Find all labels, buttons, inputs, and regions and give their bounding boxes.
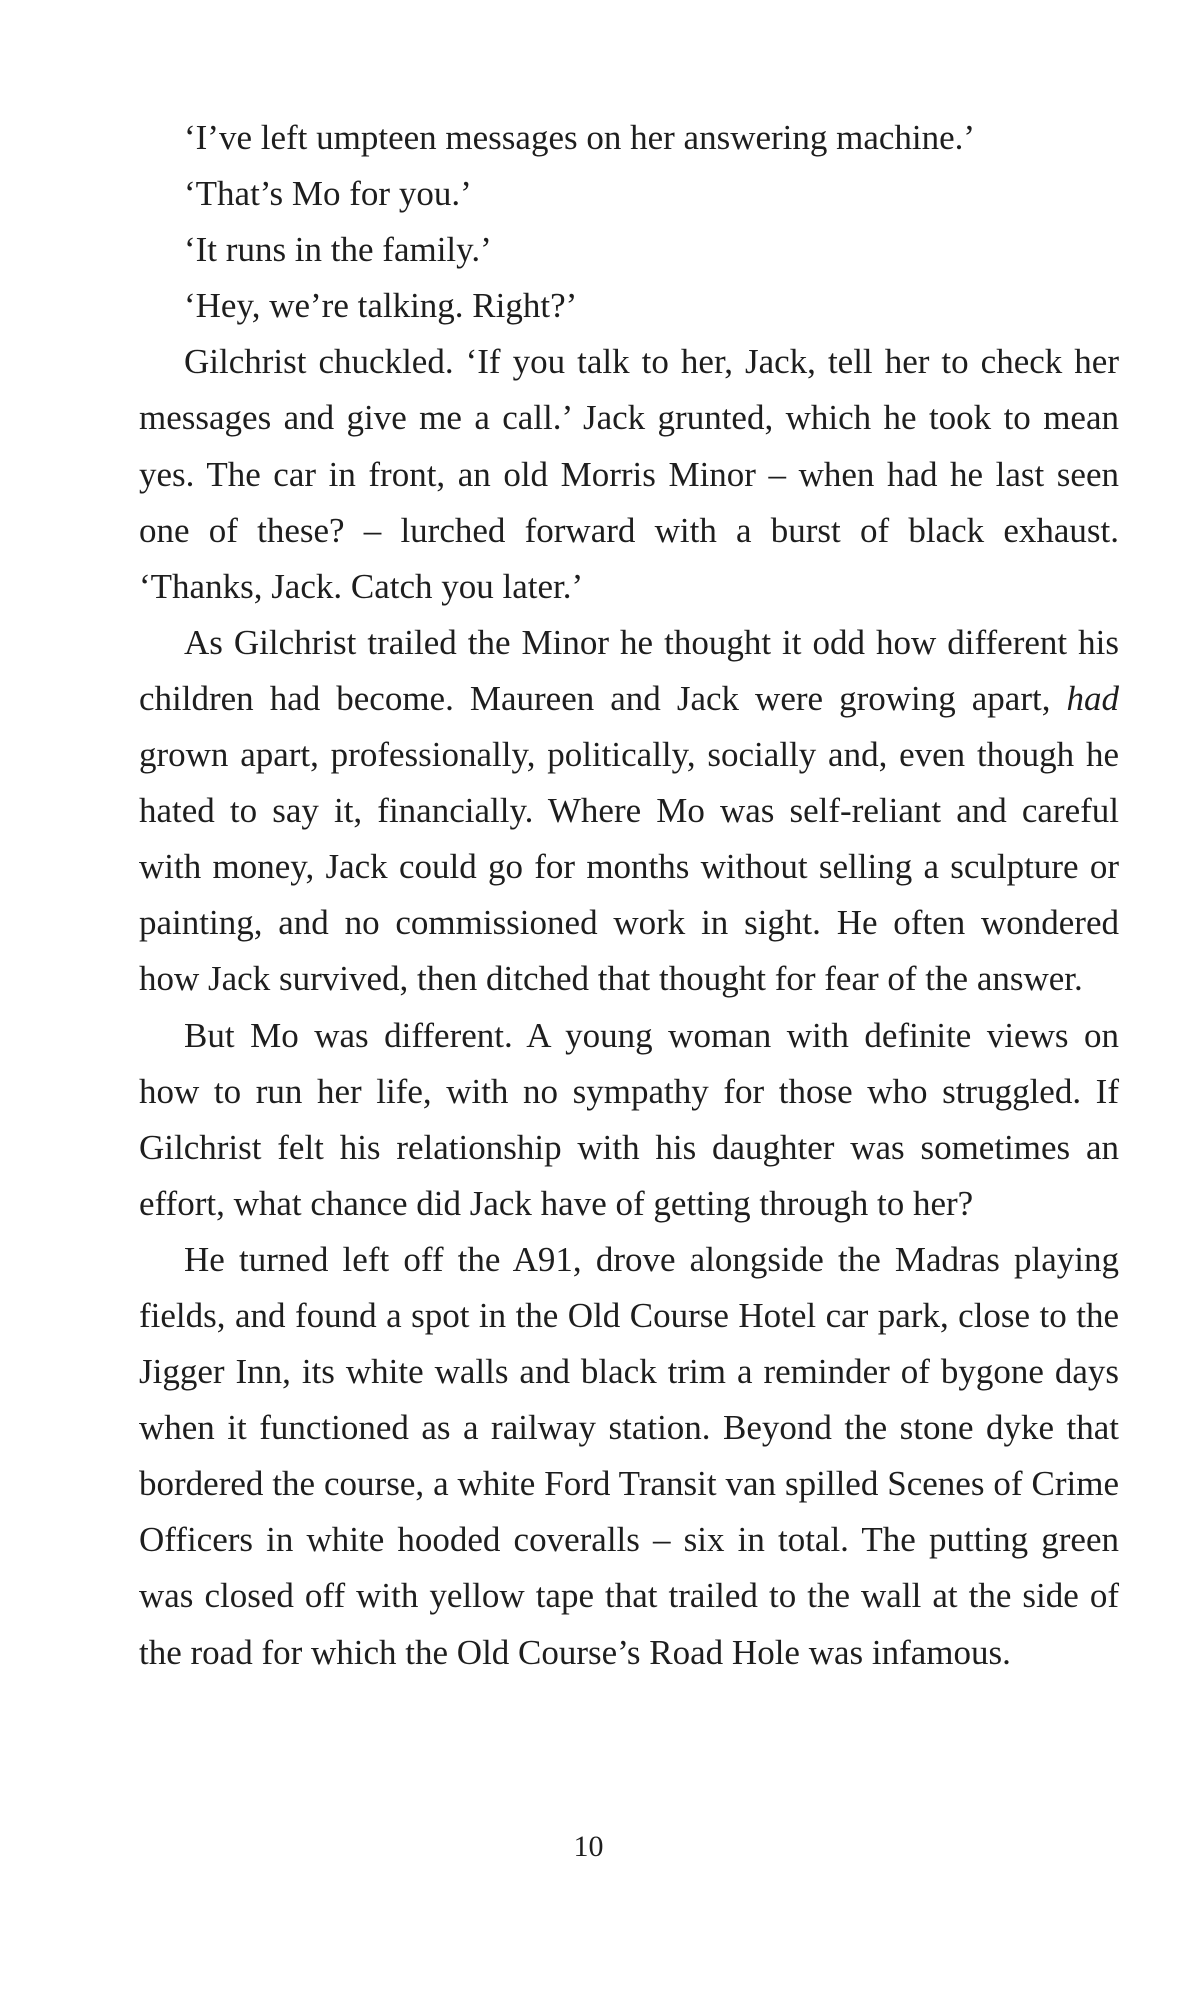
dialogue-line-4: ‘Hey, we’re talking. Right?’ bbox=[184, 286, 578, 326]
paragraph-1: Gilchrist chuckled. ‘If you talk to her, Jack, tell her to check her messages and give me a call.’ Jack grunted, which he took to mean yes. The car in front, an old Morris Minor – when had he last seen one of these? – lurched forward with a burst of black exhaust. ‘Thanks, Jack. Catch you later.’ bbox=[139, 342, 1119, 606]
dialogue-line-3: ‘It runs in the family.’ bbox=[184, 230, 492, 270]
page-number: 10 bbox=[573, 1830, 604, 1863]
paragraph-2-text-b: grown apart, professionally, politically, socially and, even though he hated to say it, financially. Where Mo was self-reliant and careful with money, Jack could go for months without selling a sculpture or painting, and no commissioned work in sight. He often wondered how Jack survived, then ditched that thought for fear of the answer. bbox=[139, 735, 1119, 999]
paragraph-2-text-a: As Gilchrist trailed the Minor he thought it odd how different his children had become. Maureen and Jack were growing apart, bbox=[139, 622, 1119, 718]
paragraph-3: But Mo was different. A young woman with definite views on how to run her life, with no sympathy for those who struggled. If Gilchrist felt his relationship with his daughter was sometimes an effort, what chance did Jack have of getting through to her? bbox=[139, 1015, 1119, 1223]
dialogue-line-1: ‘I’ve left umpteen messages on her answering machine.’ bbox=[184, 118, 976, 157]
page-body bbox=[139, 110, 1119, 1681]
paragraph-2 bbox=[139, 615, 1119, 1008]
paragraph-2-italic: had bbox=[1066, 678, 1119, 718]
dialogue-line-2: ‘That’s Mo for you.’ bbox=[184, 174, 472, 214]
paragraph-4: He turned left off the A91, drove alongside the Madras playing fields, and found a spot in the Old Course Hotel car park, close to the Jigger Inn, its white walls and black trim a reminder of bygone days when it functioned as a railway station. Beyond the stone dyke that bordered the course, a white Ford Transit van spilled Scenes of Crime Officers in white hooded coveralls – six in total. The putting green was closed off with yellow tape that trailed to the wall at the side of the road for which the Old Course’s Road Hole was infamous. bbox=[139, 1239, 1119, 1672]
